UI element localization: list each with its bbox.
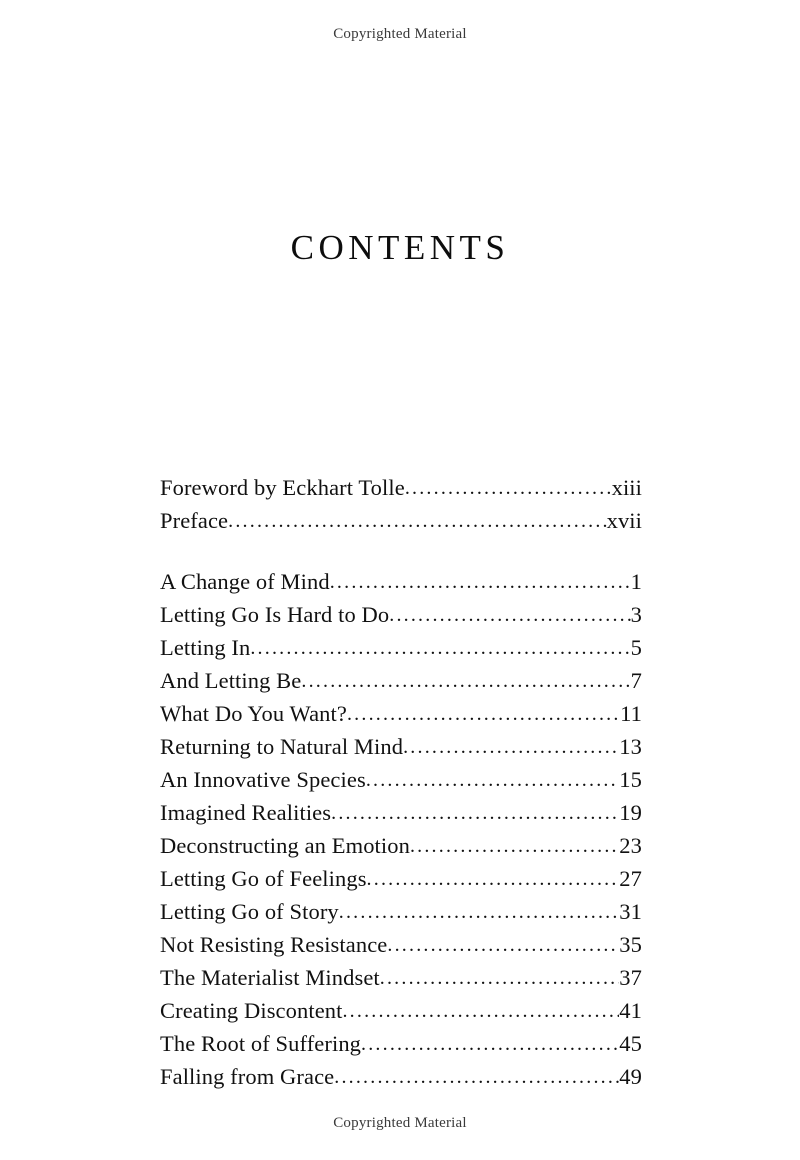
toc-entry-title: Returning to Natural Mind	[160, 734, 404, 759]
copyright-watermark-bottom: Copyrighted Material	[333, 1115, 467, 1131]
toc-entry[interactable]	[160, 797, 642, 830]
page-title: CONTENTS	[290, 228, 510, 267]
toc-entry-page: 41	[619, 998, 642, 1023]
toc-entry[interactable]	[160, 505, 642, 538]
toc-entry[interactable]	[160, 929, 642, 962]
toc-leader-dots	[380, 963, 620, 994]
toc-leader-dots	[228, 506, 606, 537]
toc-entry-page: xiii	[611, 475, 642, 500]
toc-entry-title: Falling from Grace	[160, 1064, 335, 1089]
toc-entry-title: Foreword by Eckhart Tolle	[160, 475, 405, 500]
toc-entry[interactable]	[160, 995, 642, 1028]
toc-entry-title: Preface	[160, 508, 229, 533]
toc-entry-page: 31	[619, 899, 642, 924]
toc-entry-title: The Materialist Mindset	[160, 965, 380, 990]
copyright-watermark-top: Copyrighted Material	[333, 26, 467, 42]
toc-entry-page: 15	[619, 767, 642, 792]
toc-entry-title: Imagined Realities	[160, 800, 332, 825]
toc-entry-page: 13	[619, 734, 642, 759]
toc-entry-page: 19	[619, 800, 642, 825]
toc-entry-page: 23	[619, 833, 642, 858]
toc-entry-title: A Change of Mind	[160, 569, 330, 594]
toc-entry-page: 37	[619, 965, 642, 990]
toc-leader-dots	[334, 1062, 619, 1093]
toc-entry-title: Deconstructing an Emotion	[160, 833, 410, 858]
toc-entry-page: xvii	[606, 508, 642, 533]
toc-entry-title: Letting Go of Feelings	[160, 866, 367, 891]
toc-leader-dots	[403, 732, 619, 763]
toc-entry-page: 7	[630, 668, 642, 693]
toc-entry[interactable]	[160, 698, 642, 731]
toc-entry[interactable]	[160, 731, 642, 764]
toc-leader-dots	[339, 897, 620, 928]
toc-leader-dots	[342, 996, 619, 1027]
toc-entry[interactable]	[160, 472, 642, 505]
toc-entry-title: And Letting Be	[160, 668, 302, 693]
toc-entry[interactable]	[160, 962, 642, 995]
toc-entry-page: 1	[630, 569, 642, 594]
toc-entry-page: 11	[620, 701, 642, 726]
toc-entry[interactable]	[160, 1028, 642, 1061]
toc-entry[interactable]	[160, 1061, 642, 1094]
toc-leader-dots	[389, 600, 630, 631]
toc-entry[interactable]	[160, 764, 642, 797]
toc-entry-page: 35	[619, 932, 642, 957]
toc-entry[interactable]	[160, 632, 642, 665]
toc-leader-dots	[367, 864, 620, 895]
toc-entry-title: The Root of Suffering	[160, 1031, 362, 1056]
toc-entry-title: What Do You Want?	[160, 701, 347, 726]
toc-entry-title: Not Resisting Resistance	[160, 932, 388, 957]
toc-leader-dots	[387, 930, 619, 961]
toc-entry-page: 3	[630, 602, 642, 627]
toc-leader-dots	[410, 831, 619, 862]
toc-entry[interactable]	[160, 830, 642, 863]
table-of-contents	[160, 472, 642, 1094]
toc-entry-page: 45	[619, 1031, 642, 1056]
toc-group-front-matter	[160, 472, 642, 538]
toc-group-chapters	[160, 566, 642, 1094]
toc-leader-dots	[301, 666, 630, 697]
toc-leader-dots	[331, 798, 619, 829]
toc-entry[interactable]	[160, 665, 642, 698]
toc-entry-title: Letting Go of Story	[160, 899, 339, 924]
toc-entry-title: Creating Discontent	[160, 998, 343, 1023]
toc-leader-dots	[366, 765, 619, 796]
toc-leader-dots	[330, 567, 631, 598]
toc-entry-page: 49	[619, 1064, 642, 1089]
toc-entry[interactable]	[160, 566, 642, 599]
toc-leader-dots	[405, 473, 612, 504]
toc-entry[interactable]	[160, 896, 642, 929]
toc-entry-title: An Innovative Species	[160, 767, 366, 792]
toc-entry[interactable]	[160, 599, 642, 632]
toc-leader-dots	[250, 633, 630, 664]
toc-entry-title: Letting In	[160, 635, 251, 660]
toc-entry-page: 5	[630, 635, 642, 660]
toc-entry-page: 27	[619, 866, 642, 891]
toc-entry[interactable]	[160, 863, 642, 896]
toc-leader-dots	[347, 699, 620, 730]
toc-entry-title: Letting Go Is Hard to Do	[160, 602, 390, 627]
toc-leader-dots	[361, 1029, 619, 1060]
